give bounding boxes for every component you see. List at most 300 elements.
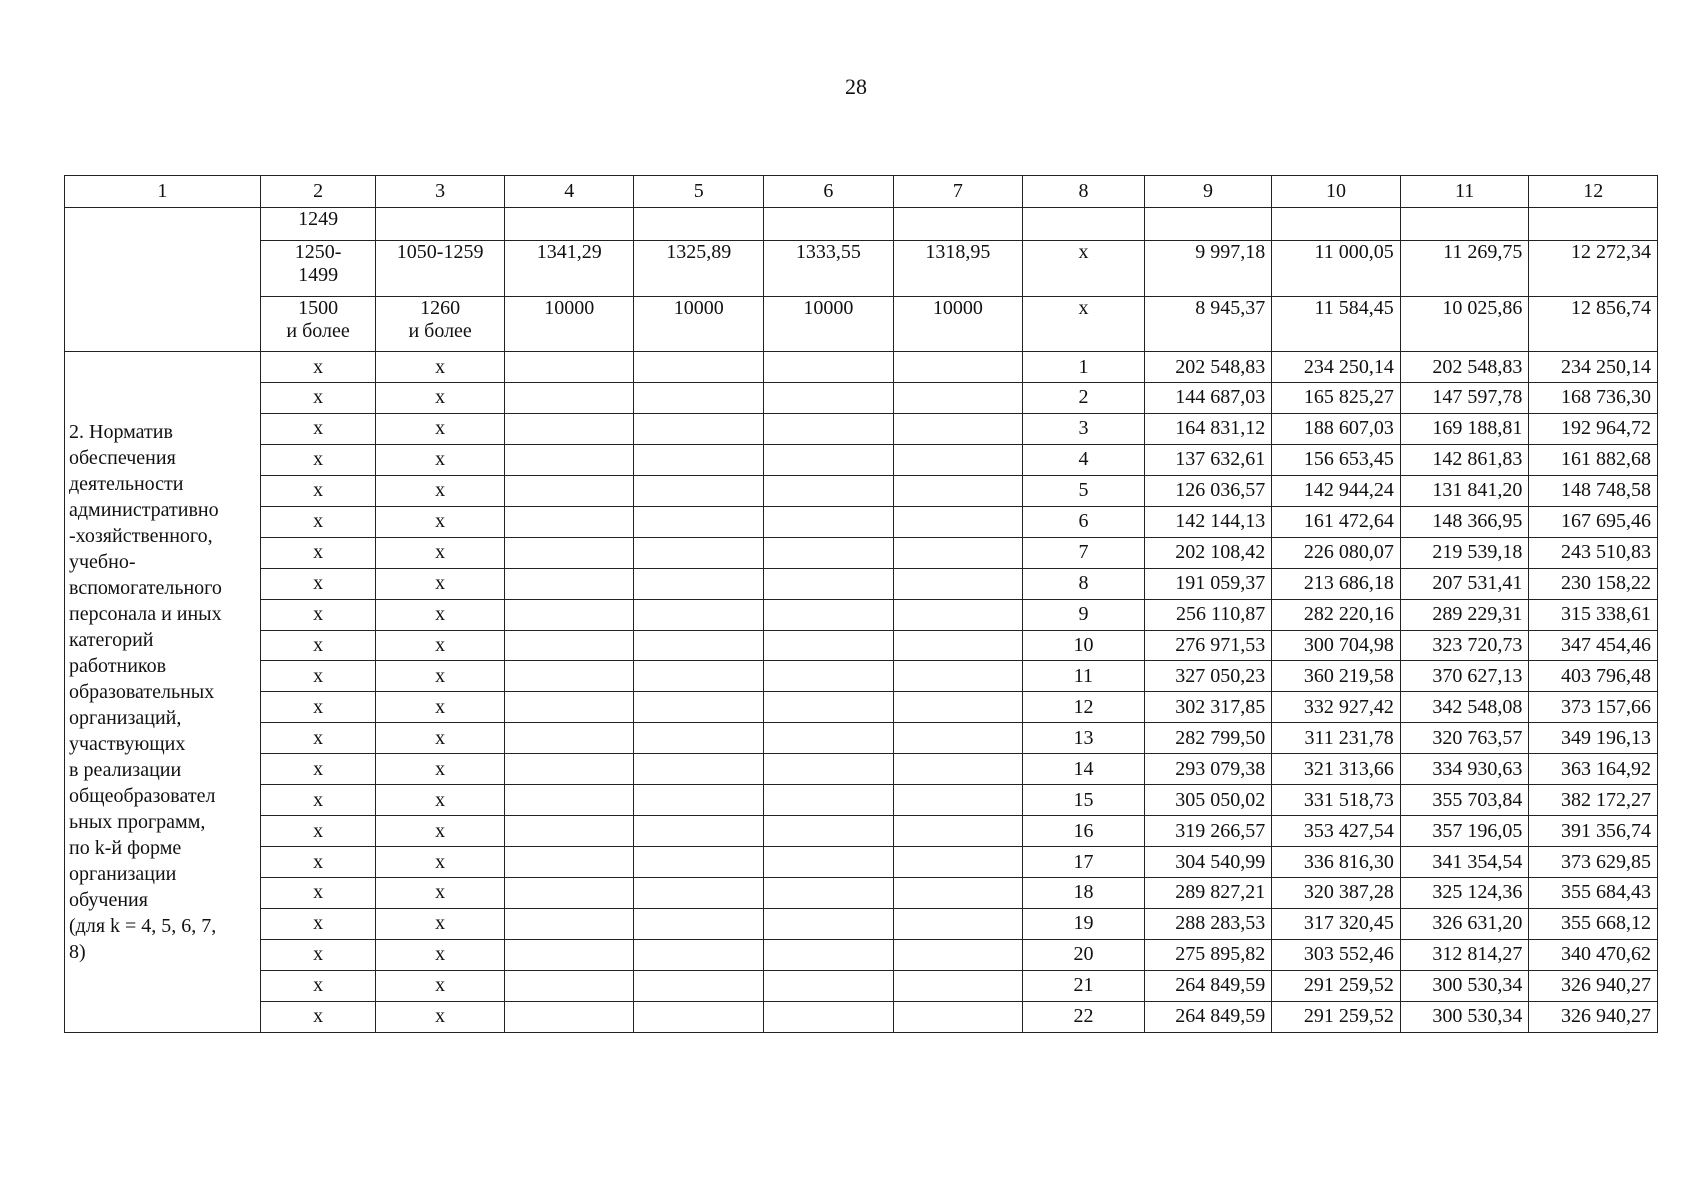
upper-cell-col-8	[1023, 208, 1145, 241]
cell-col-6	[764, 847, 894, 878]
table-row	[65, 1001, 1658, 1032]
cell-col-11: 300 530,34	[1400, 1001, 1529, 1032]
cell-col-8: 20	[1023, 939, 1145, 970]
cell-col-4	[504, 1001, 634, 1032]
upper-cell-col-2: 1500 и более	[260, 296, 376, 351]
section-label-line: организаций,	[69, 707, 182, 730]
cell-col-6	[764, 383, 894, 414]
cell-col-4	[504, 568, 634, 599]
cell-col-6	[764, 630, 894, 661]
cell-col-3: x	[376, 506, 505, 537]
cell-col-6	[764, 970, 894, 1001]
cell-col-2: x	[260, 383, 376, 414]
table-row	[65, 444, 1658, 475]
cell-col-4	[504, 847, 634, 878]
cell-col-11: 320 763,57	[1400, 723, 1529, 754]
cell-col-11: 219 539,18	[1400, 537, 1529, 568]
cell-col-9: 164 831,12	[1144, 413, 1272, 444]
cell-col-6	[764, 537, 894, 568]
cell-col-5	[634, 816, 764, 847]
cell-col-10: 165 825,27	[1272, 383, 1401, 414]
upper-cell-col-12	[1529, 208, 1658, 241]
section-label-line: общеобразовател	[69, 785, 216, 808]
cell-col-3: x	[376, 816, 505, 847]
cell-col-12: 391 356,74	[1529, 816, 1658, 847]
section-label-line: вспомогательного	[69, 577, 222, 600]
cell-col-9: 319 266,57	[1144, 816, 1272, 847]
cell-col-4	[504, 816, 634, 847]
cell-col-10: 336 816,30	[1272, 847, 1401, 878]
section-label-line: административно	[69, 499, 219, 522]
cell-col-4	[504, 692, 634, 723]
cell-col-10: 282 220,16	[1272, 599, 1401, 630]
cell-col-8: 17	[1023, 847, 1145, 878]
section-label-line: 8)	[69, 941, 86, 964]
cell-col-8: 21	[1023, 970, 1145, 1001]
cell-col-3: x	[376, 352, 505, 383]
cell-col-11: 289 229,31	[1400, 599, 1529, 630]
cell-col-4	[504, 475, 634, 506]
table-row	[65, 785, 1658, 816]
cell-col-11: 341 354,54	[1400, 847, 1529, 878]
cell-col-5	[634, 352, 764, 383]
upper-cell-col-7: 1318,95	[893, 241, 1023, 296]
table-row	[65, 970, 1658, 1001]
upper-cell-col-2: 1249	[260, 208, 376, 241]
cell-col-11: 326 631,20	[1400, 908, 1529, 939]
section-label-line: в реализации	[69, 759, 182, 782]
table-row	[65, 599, 1658, 630]
cell-col-6	[764, 908, 894, 939]
cell-col-8: 8	[1023, 568, 1145, 599]
upper-cell-col-10: 11 000,05	[1272, 241, 1401, 296]
cell-col-4	[504, 723, 634, 754]
upper-cell-col-10: 11 584,45	[1272, 296, 1401, 351]
upper-cell-col-11: 10 025,86	[1400, 296, 1529, 351]
upper-cell-col-3: 1260 и более	[376, 296, 505, 351]
cell-col-2: x	[260, 413, 376, 444]
cell-col-6	[764, 444, 894, 475]
section-label-line: категорий	[69, 629, 154, 652]
cell-col-8: 10	[1023, 630, 1145, 661]
upper-cell-col-5: 1325,89	[634, 241, 764, 296]
column-number-cell-3: 3	[376, 176, 505, 208]
cell-col-9: 305 050,02	[1144, 785, 1272, 816]
cell-col-10: 317 320,45	[1272, 908, 1401, 939]
cell-col-5	[634, 878, 764, 909]
section-label-line: учебно-	[69, 551, 136, 574]
cell-col-11: 147 597,78	[1400, 383, 1529, 414]
section-label-line: работников	[69, 655, 167, 678]
cell-col-9: 288 283,53	[1144, 908, 1272, 939]
cell-col-10: 321 313,66	[1272, 754, 1401, 785]
cell-col-10: 156 653,45	[1272, 444, 1401, 475]
table-row	[65, 754, 1658, 785]
cell-col-10: 332 927,42	[1272, 692, 1401, 723]
cell-col-4	[504, 506, 634, 537]
cell-col-2: x	[260, 599, 376, 630]
cell-col-12: 355 668,12	[1529, 908, 1658, 939]
cell-col-7	[893, 599, 1023, 630]
table-row	[65, 816, 1658, 847]
cell-col-3: x	[376, 537, 505, 568]
cell-col-7	[893, 630, 1023, 661]
cell-col-7	[893, 661, 1023, 692]
cell-col-12: 373 157,66	[1529, 692, 1658, 723]
column-number-cell-12: 12	[1529, 176, 1658, 208]
cell-col-6	[764, 816, 894, 847]
cell-col-7	[893, 537, 1023, 568]
cell-col-3: x	[376, 723, 505, 754]
table-row	[65, 383, 1658, 414]
upper-cell-col-12: 12 272,34	[1529, 241, 1658, 296]
table-row	[65, 939, 1658, 970]
cell-col-10: 188 607,03	[1272, 413, 1401, 444]
column-number-cell-11: 11	[1400, 176, 1529, 208]
column-number-row	[65, 176, 1658, 208]
cell-col-9: 202 108,42	[1144, 537, 1272, 568]
upper-cell-col-11	[1400, 208, 1529, 241]
cell-col-11: 370 627,13	[1400, 661, 1529, 692]
column-number-cell-10: 10	[1272, 176, 1401, 208]
cell-col-12: 373 629,85	[1529, 847, 1658, 878]
cell-col-6	[764, 413, 894, 444]
cell-col-2: x	[260, 878, 376, 909]
cell-col-12: 243 510,83	[1529, 537, 1658, 568]
cell-col-12: 234 250,14	[1529, 352, 1658, 383]
cell-col-9: 302 317,85	[1144, 692, 1272, 723]
cell-col-12: 315 338,61	[1529, 599, 1658, 630]
section-label-line: деятельности	[69, 473, 184, 496]
cell-col-3: x	[376, 847, 505, 878]
table-row	[65, 908, 1658, 939]
cell-col-3: x	[376, 754, 505, 785]
cell-col-8: 14	[1023, 754, 1145, 785]
cell-col-10: 234 250,14	[1272, 352, 1401, 383]
cell-col-5	[634, 661, 764, 692]
cell-col-8: 3	[1023, 413, 1145, 444]
cell-col-4	[504, 352, 634, 383]
cell-col-2: x	[260, 475, 376, 506]
cell-col-12: 349 196,13	[1529, 723, 1658, 754]
cell-col-8: 15	[1023, 785, 1145, 816]
cell-col-11: 131 841,20	[1400, 475, 1529, 506]
cell-col-5	[634, 1001, 764, 1032]
cell-col-2: x	[260, 785, 376, 816]
cell-col-3: x	[376, 568, 505, 599]
upper-cell-col-4: 10000	[504, 296, 634, 351]
cell-col-2: x	[260, 506, 376, 537]
cell-col-5	[634, 630, 764, 661]
cell-col-11: 357 196,05	[1400, 816, 1529, 847]
cell-col-7	[893, 475, 1023, 506]
cell-col-5	[634, 413, 764, 444]
column-number-cell-6: 6	[764, 176, 894, 208]
cell-col-8: 19	[1023, 908, 1145, 939]
cell-col-3: x	[376, 1001, 505, 1032]
cell-col-11: 334 930,63	[1400, 754, 1529, 785]
cell-col-10: 291 259,52	[1272, 1001, 1401, 1032]
cell-col-2: x	[260, 908, 376, 939]
cell-col-7	[893, 785, 1023, 816]
cell-col-11: 142 861,83	[1400, 444, 1529, 475]
cell-col-9: 264 849,59	[1144, 1001, 1272, 1032]
upper-row	[65, 208, 1658, 241]
cell-col-7	[893, 970, 1023, 1001]
cell-col-2: x	[260, 352, 376, 383]
cell-col-11: 355 703,84	[1400, 785, 1529, 816]
table-row	[65, 692, 1658, 723]
cell-col-6	[764, 785, 894, 816]
cell-col-8: 13	[1023, 723, 1145, 754]
section-label-line: 2. Норматив	[69, 421, 173, 444]
column-number-cell-2: 2	[260, 176, 376, 208]
cell-col-2: x	[260, 692, 376, 723]
cell-col-2: x	[260, 723, 376, 754]
section-label-line: обеспечения	[69, 447, 176, 470]
cell-col-5	[634, 847, 764, 878]
cell-col-8: 2	[1023, 383, 1145, 414]
table-row	[65, 878, 1658, 909]
cell-col-12: 167 695,46	[1529, 506, 1658, 537]
cell-col-10: 360 219,58	[1272, 661, 1401, 692]
cell-col-9: 304 540,99	[1144, 847, 1272, 878]
cell-col-7	[893, 908, 1023, 939]
cell-col-12: 347 454,46	[1529, 630, 1658, 661]
table-row	[65, 568, 1658, 599]
cell-col-5	[634, 383, 764, 414]
upper-cell-col-3: 1050-1259	[376, 241, 505, 296]
cell-col-3: x	[376, 599, 505, 630]
page-number: 28	[845, 74, 867, 99]
cell-col-11: 342 548,08	[1400, 692, 1529, 723]
cell-col-6	[764, 661, 894, 692]
upper-row	[65, 296, 1658, 351]
cell-col-9: 137 632,61	[1144, 444, 1272, 475]
upper-cell-col-6: 1333,55	[764, 241, 894, 296]
cell-col-2: x	[260, 568, 376, 599]
cell-col-11: 312 814,27	[1400, 939, 1529, 970]
cell-col-7	[893, 352, 1023, 383]
cell-col-9: 191 059,37	[1144, 568, 1272, 599]
cell-col-6	[764, 754, 894, 785]
cell-col-4	[504, 878, 634, 909]
column-number-cell-4: 4	[504, 176, 634, 208]
cell-col-3: x	[376, 383, 505, 414]
cell-col-11: 207 531,41	[1400, 568, 1529, 599]
cell-col-4	[504, 630, 634, 661]
cell-col-4	[504, 599, 634, 630]
column-number-cell-8: 8	[1023, 176, 1145, 208]
cell-col-3: x	[376, 970, 505, 1001]
cell-col-3: x	[376, 692, 505, 723]
cell-col-2: x	[260, 444, 376, 475]
upper-cell-col-6	[764, 208, 894, 241]
cell-col-8: 18	[1023, 878, 1145, 909]
cell-col-3: x	[376, 939, 505, 970]
cell-col-6	[764, 1001, 894, 1032]
cell-col-6	[764, 568, 894, 599]
cell-col-9: 293 079,38	[1144, 754, 1272, 785]
upper-cell-col-5	[634, 208, 764, 241]
cell-col-7	[893, 692, 1023, 723]
cell-col-2: x	[260, 661, 376, 692]
cell-col-9: 202 548,83	[1144, 352, 1272, 383]
cell-col-5	[634, 785, 764, 816]
upper-cell-col-8: x	[1023, 241, 1145, 296]
table-row	[65, 847, 1658, 878]
cell-col-4	[504, 537, 634, 568]
cell-col-11: 325 124,36	[1400, 878, 1529, 909]
cell-col-4	[504, 785, 634, 816]
section-label-line: обучения	[69, 889, 148, 912]
cell-col-4	[504, 444, 634, 475]
cell-col-3: x	[376, 908, 505, 939]
cell-col-2: x	[260, 630, 376, 661]
cell-col-5	[634, 537, 764, 568]
cell-col-7	[893, 1001, 1023, 1032]
cell-col-5	[634, 970, 764, 1001]
data-table	[64, 175, 1658, 1033]
cell-col-7	[893, 444, 1023, 475]
section-label-line: участвующих	[69, 733, 186, 756]
cell-col-9: 327 050,23	[1144, 661, 1272, 692]
cell-col-2: x	[260, 1001, 376, 1032]
cell-col-12: 192 964,72	[1529, 413, 1658, 444]
cell-col-4	[504, 413, 634, 444]
upper-cell-col-9	[1144, 208, 1272, 241]
cell-col-3: x	[376, 630, 505, 661]
cell-col-10: 331 518,73	[1272, 785, 1401, 816]
upper-cell-col-8: x	[1023, 296, 1145, 351]
upper-cell-col-4	[504, 208, 634, 241]
cell-col-12: 161 882,68	[1529, 444, 1658, 475]
upper-cell-col-6: 10000	[764, 296, 894, 351]
cell-col-10: 311 231,78	[1272, 723, 1401, 754]
table-row	[65, 630, 1658, 661]
cell-col-11: 148 366,95	[1400, 506, 1529, 537]
cell-col-5	[634, 939, 764, 970]
cell-col-8: 9	[1023, 599, 1145, 630]
column-number-cell-7: 7	[893, 176, 1023, 208]
table-row	[65, 537, 1658, 568]
cell-col-3: x	[376, 785, 505, 816]
cell-col-8: 5	[1023, 475, 1145, 506]
cell-col-9: 126 036,57	[1144, 475, 1272, 506]
cell-col-6	[764, 475, 894, 506]
cell-col-7	[893, 506, 1023, 537]
cell-col-12: 363 164,92	[1529, 754, 1658, 785]
cell-col-5	[634, 754, 764, 785]
cell-col-8: 22	[1023, 1001, 1145, 1032]
cell-col-7	[893, 847, 1023, 878]
cell-col-9: 256 110,87	[1144, 599, 1272, 630]
upper-cell-col-7	[893, 208, 1023, 241]
section-label-line: образовательных	[69, 681, 215, 704]
cell-col-4	[504, 383, 634, 414]
table-row	[65, 475, 1658, 506]
cell-col-7	[893, 816, 1023, 847]
column-number-cell-9: 9	[1144, 176, 1272, 208]
cell-col-8: 4	[1023, 444, 1145, 475]
cell-col-5	[634, 908, 764, 939]
cell-col-7	[893, 878, 1023, 909]
cell-col-6	[764, 599, 894, 630]
cell-col-5	[634, 599, 764, 630]
cell-col-10: 353 427,54	[1272, 816, 1401, 847]
cell-col-4	[504, 908, 634, 939]
table-row	[65, 723, 1658, 754]
cell-col-5	[634, 506, 764, 537]
cell-col-11: 300 530,34	[1400, 970, 1529, 1001]
cell-col-10: 161 472,64	[1272, 506, 1401, 537]
section-label-cell	[65, 352, 261, 1033]
cell-col-8: 6	[1023, 506, 1145, 537]
cell-col-4	[504, 939, 634, 970]
column-number-cell-5: 5	[634, 176, 764, 208]
cell-col-3: x	[376, 444, 505, 475]
cell-col-4	[504, 661, 634, 692]
cell-col-5	[634, 568, 764, 599]
upper-cell-col-11: 11 269,75	[1400, 241, 1529, 296]
cell-col-3: x	[376, 413, 505, 444]
cell-col-3: x	[376, 475, 505, 506]
cell-col-5	[634, 692, 764, 723]
upper-cell-col-7: 10000	[893, 296, 1023, 351]
cell-col-9: 264 849,59	[1144, 970, 1272, 1001]
section-label-line: ьных программ,	[69, 811, 206, 834]
cell-col-7	[893, 939, 1023, 970]
upper-row	[65, 241, 1658, 296]
cell-col-6	[764, 506, 894, 537]
upper-cell-col-9: 8 945,37	[1144, 296, 1272, 351]
cell-col-5	[634, 723, 764, 754]
cell-col-11: 202 548,83	[1400, 352, 1529, 383]
section-label-line: -хозяйственного,	[69, 525, 213, 548]
cell-col-12: 326 940,27	[1529, 970, 1658, 1001]
cell-col-8: 1	[1023, 352, 1145, 383]
cell-col-12: 168 736,30	[1529, 383, 1658, 414]
upper-cell-col-3	[376, 208, 505, 241]
cell-col-9: 275 895,82	[1144, 939, 1272, 970]
cell-col-10: 142 944,24	[1272, 475, 1401, 506]
cell-col-2: x	[260, 939, 376, 970]
cell-col-2: x	[260, 754, 376, 785]
cell-col-10: 213 686,18	[1272, 568, 1401, 599]
cell-col-3: x	[376, 661, 505, 692]
cell-col-2: x	[260, 816, 376, 847]
upper-cell-col-9: 9 997,18	[1144, 241, 1272, 296]
cell-col-9: 282 799,50	[1144, 723, 1272, 754]
cell-col-6	[764, 878, 894, 909]
cell-col-6	[764, 723, 894, 754]
table-row	[65, 352, 1658, 383]
cell-col-10: 320 387,28	[1272, 878, 1401, 909]
cell-col-12: 326 940,27	[1529, 1001, 1658, 1032]
cell-col-12: 403 796,48	[1529, 661, 1658, 692]
section-label-line: (для k = 4, 5, 6, 7,	[69, 915, 217, 938]
cell-col-6	[764, 939, 894, 970]
cell-col-4	[504, 754, 634, 785]
upper-section-label-cell	[65, 208, 261, 352]
cell-col-9: 276 971,53	[1144, 630, 1272, 661]
cell-col-12: 340 470,62	[1529, 939, 1658, 970]
cell-col-7	[893, 413, 1023, 444]
cell-col-9: 144 687,03	[1144, 383, 1272, 414]
cell-col-6	[764, 352, 894, 383]
cell-col-8: 16	[1023, 816, 1145, 847]
column-number-cell-1: 1	[65, 176, 261, 208]
